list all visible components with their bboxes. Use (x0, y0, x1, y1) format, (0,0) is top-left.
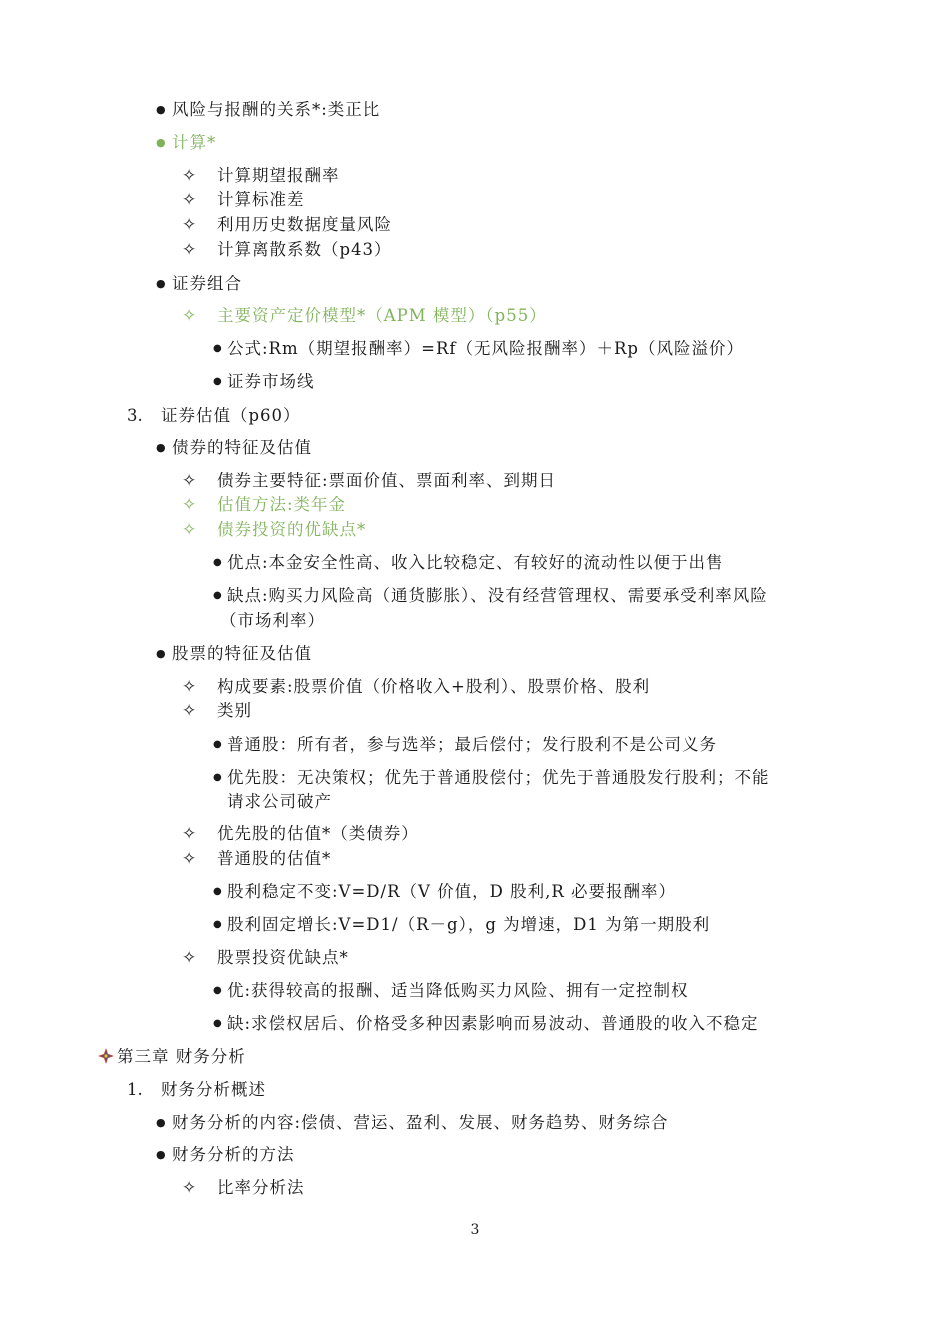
sub-stock-pros: ● 优:获得较高的报酬、适当降低购买力风险、拥有一定控制权 (227, 980, 689, 1002)
diamond-icon: ✧ (182, 471, 197, 491)
bullet-portfolio: ● 证券组合 (172, 273, 242, 295)
diamond-icon: ✧ (182, 824, 197, 844)
item-apm: 主要资产定价模型*（APM 模型）（p55） (217, 306, 547, 325)
diamond-icon: ✧ (182, 701, 197, 721)
diamond-icon: ✧ (182, 306, 197, 326)
item-preferred-valuation: 优先股的估值*（类债券） (217, 824, 419, 843)
sub-bond-cons-cont: （市场利率） (220, 611, 325, 630)
diamond-icon: ✧ (182, 495, 197, 515)
bullet-analysis-methods: ● 财务分析的方法 (172, 1144, 295, 1166)
page-number: 3 (470, 1222, 480, 1238)
bullet-analysis-content: ● 财务分析的内容:偿债、营运、盈利、发展、财务趋势、财务综合 (172, 1112, 669, 1134)
sub-formula: ● 公式:Rm（期望报酬率）=Rf（无风险报酬率）＋Rp（风险溢价） (227, 338, 744, 360)
section-overview: 财务分析概述 (161, 1080, 266, 1099)
item-common-valuation: 普通股的估值* (217, 849, 332, 868)
diamond-icon: ✧ (182, 849, 197, 869)
chapter-marker-icon (98, 1048, 114, 1064)
item-dispersion: 计算离散系数（p43） (217, 240, 392, 259)
diamond-icon: ✧ (182, 166, 197, 186)
chapter-title: 第三章 财务分析 (117, 1047, 246, 1066)
item-category: 类别 (217, 701, 252, 720)
diamond-icon: ✧ (182, 1178, 197, 1198)
diamond-icon: ✧ (182, 677, 197, 697)
diamond-icon: ✧ (182, 948, 197, 968)
sub-stock-cons: ● 缺:求偿权居后、价格受多种因素影响而易波动、普通股的收入不稳定 (227, 1013, 759, 1035)
item-stock-elements: 构成要素:股票价值（价格收入+股利）、股票价格、股利 (217, 677, 651, 696)
section-number: 1. (127, 1080, 143, 1099)
item-expected-return: 计算期望报酬率 (217, 166, 340, 185)
item-ratio-analysis: 比率分析法 (217, 1178, 305, 1197)
section-valuation: 证券估值（p60） (161, 406, 301, 425)
diamond-icon: ✧ (182, 240, 197, 260)
item-valuation-method: 估值方法:类年金 (217, 495, 347, 514)
sub-growth-dividend: ● 股利固定增长:V=D1/（R－g），g 为增速，D1 为第一期股利 (227, 914, 710, 936)
item-bond-features: 债券主要特征:票面价值、票面利率、到期日 (217, 471, 557, 490)
item-bond-pros-cons: 债券投资的优缺点* (217, 520, 367, 539)
diamond-icon: ✧ (182, 215, 197, 235)
sub-sml: ● 证券市场线 (227, 371, 315, 393)
sub-bond-pros: ● 优点:本金安全性高、收入比较稳定、有较好的流动性以便于出售 (227, 552, 724, 574)
bullet-calculation: ● 计算* (172, 132, 216, 154)
item-historical-risk: 利用历史数据度量风险 (217, 215, 392, 234)
sub-preferred-stock: ● 优先股：无决策权；优先于普通股偿付；优先于普通股发行股利；不能 (227, 767, 770, 789)
item-std-dev: 计算标准差 (217, 190, 305, 209)
section-number: 3. (127, 406, 143, 425)
sub-preferred-stock-cont: 请求公司破产 (227, 792, 332, 811)
bullet-risk-return: ● 风险与报酬的关系*:类正比 (172, 99, 380, 121)
bullet-bond: ● 债券的特征及估值 (172, 437, 312, 459)
sub-common-stock: ● 普通股：所有者，参与选举；最后偿付；发行股利不是公司义务 (227, 734, 717, 756)
sub-bond-cons: ● 缺点:购买力风险高（通货膨胀）、没有经营管理权、需要承受利率风险 (227, 585, 768, 607)
bullet-stock: ● 股票的特征及估值 (172, 643, 312, 665)
diamond-icon: ✧ (182, 190, 197, 210)
sub-stable-dividend: ● 股利稳定不变:V=D/R（V 价值，D 股利,R 必要报酬率） (227, 881, 676, 903)
item-stock-pros-cons: 股票投资优缺点* (217, 948, 349, 967)
diamond-icon: ✧ (182, 520, 197, 540)
